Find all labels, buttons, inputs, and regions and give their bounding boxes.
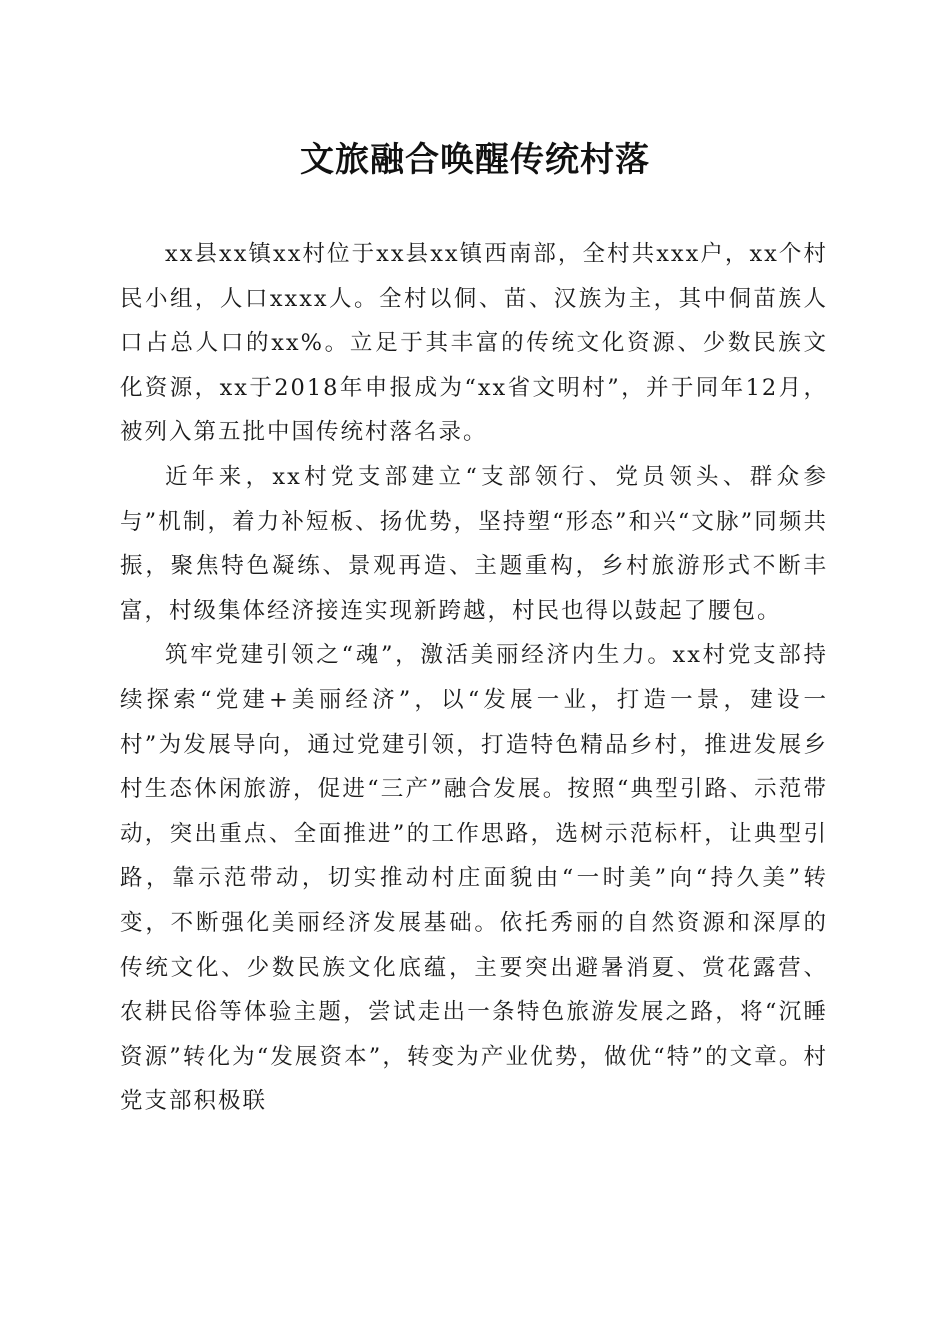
paragraph-1: xx县xx镇xx村位于xx县xx镇西南部，全村共xxx户，xx个村民小组，人口xxxx人。全村以侗、苗、汉族为主，其中侗苗族人口占总人口的xx%。立足于其丰富的传统文化资源、少数民族文化资源，xx于2018年申报成为“xx省文明村”，并于同年12月，被列入第五批中国传统村落名录。 [120,241,828,446]
document-title: 文旅融合唤醒传统村落 [300,140,650,180]
document-body [120,232,828,1124]
paragraph-3: 筑牢党建引领之“魂”，激活美丽经济内生力。xx村党支部持续探索“党建+美丽经济”，以“发展一业，打造一景，建设一村”为发展导向，通过党建引领，打造特色精品乡村，推进发展乡村生态休闲旅游，促进“三产”融合发展。按照“典型引路、示范带动，突出重点、全面推进”的工作思路，选树示范标杆，让典型引路，靠示范带动，切实推动村庄面貌由“一时美”向“持久美”转变，不断强化美丽经济发展基础。依托秀丽的自然资源和深厚的传统文化、少数民族文化底蕴，主要突出避暑消夏、赏花露营、农耕民俗等体验主题，尝试走出一条特色旅游发展之路，将“沉睡资源”转化为“发展资本”，转变为产业优势，做优“特”的文章。村党支部积极联 [120,642,828,1115]
paragraph-2: 近年来，xx村党支部建立“支部领行、党员领头、群众参与”机制，着力补短板、扬优势，坚持塑“形态”和兴“文脉”同频共振，聚焦特色凝练、景观再造、主题重构，乡村旅游形式不断丰富，村级集体经济接连实现新跨越，村民也得以鼓起了腰包。 [120,463,828,624]
